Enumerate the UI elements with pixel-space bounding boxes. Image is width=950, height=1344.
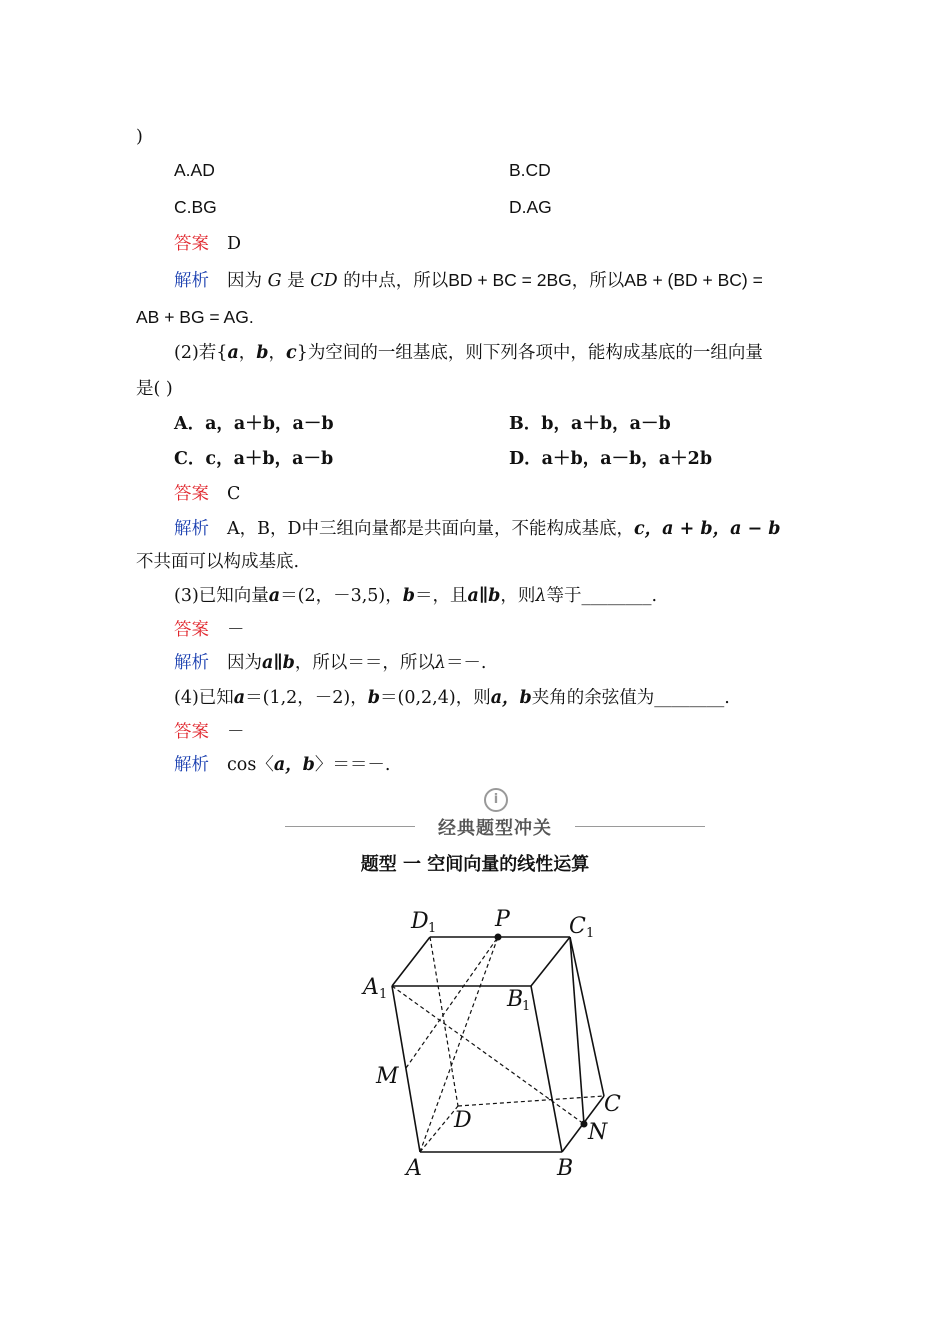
q1-option-c: C.BG xyxy=(174,197,217,217)
label-b1-sub: 1 xyxy=(522,999,531,1014)
q3-stem-prefix: (3)已知向量 xyxy=(174,586,269,606)
q3-answer: － xyxy=(227,620,245,640)
q1-analysis-text2: 是 xyxy=(287,271,305,291)
label-c1-sub: 1 xyxy=(586,926,595,941)
q4-stem-prefix: (4)已知 xyxy=(174,688,234,708)
q3-stem-mid: ＝(2，－3,5)， xyxy=(280,586,403,606)
q2-option-c: C．c，a＋b，a－b xyxy=(174,449,334,469)
q2-analysis-vectors: c，a + b，a − b xyxy=(634,519,781,539)
q4-analysis-ab: a，b xyxy=(273,755,315,775)
q3-analysis-mid: ，所以＝＝，所以 xyxy=(294,653,435,673)
label-n: N xyxy=(588,1120,608,1145)
edge-ad xyxy=(420,1106,458,1152)
q1-analysis-line2: AB + BG = AG. xyxy=(136,307,254,327)
q3-stem-end: 等于________. xyxy=(546,586,658,606)
segment-a1n xyxy=(392,986,584,1124)
q3-stem-parallel: a∥b xyxy=(467,586,501,606)
analysis-label: 解析 xyxy=(174,519,209,539)
q2-stem-sep: ， xyxy=(238,343,257,363)
q2-stem-c: c xyxy=(286,343,297,363)
label-a1-sub: 1 xyxy=(379,987,388,1002)
section-heading: 题型 一 空间向量的线性运算 xyxy=(360,854,590,875)
q3-analysis-pre: 因为 xyxy=(227,653,262,673)
q3-analysis-parallel: a∥b xyxy=(262,653,295,673)
q1-option-b: B.CD xyxy=(509,160,551,180)
q2-option-d: D．a＋b，a－b，a＋2b xyxy=(509,449,713,469)
q2-analysis-text: A，B，D中三组向量都是共面向量，不能构成基底， xyxy=(227,519,635,539)
q4-stem-ab: a，b xyxy=(490,688,532,708)
q3-stem-a: a xyxy=(268,586,281,606)
point-n xyxy=(581,1121,588,1128)
edge-cc1 xyxy=(570,937,604,1096)
label-d1: D xyxy=(411,909,429,934)
q1-analysis-text: 因为 xyxy=(227,271,262,291)
analysis-label: 解析 xyxy=(174,271,209,291)
q2-option-b: B．b，a＋b，a－b xyxy=(509,414,671,434)
q2-analysis-line2: 不共面可以构成基底. xyxy=(136,552,300,572)
answer-label: 答案 xyxy=(174,484,209,504)
label-p: P xyxy=(495,907,510,932)
edge-a1d1 xyxy=(392,937,430,986)
q2-option-a: A．a，a＋b，a－b xyxy=(174,414,334,434)
q1-analysis-text3: 的中点，所以BD + BC = 2BG，所以AB + (BD + BC) = xyxy=(343,270,763,290)
info-icon: i xyxy=(484,788,508,812)
label-d1-sub: 1 xyxy=(428,921,437,936)
label-c1: C xyxy=(569,914,586,939)
q2-stem-line2: 是( ) xyxy=(136,379,173,399)
q3-stem-b: b xyxy=(402,586,416,606)
q4-stem-mid: ＝(1,2，－2)， xyxy=(245,688,368,708)
q3-analysis-lambda: λ xyxy=(434,653,446,673)
q1-option-a: A.AD xyxy=(174,160,215,180)
q1-answer: D xyxy=(227,234,242,254)
banner-title: 经典题型冲关 xyxy=(438,818,552,839)
edge-c1b1 xyxy=(531,937,570,986)
label-b1: B xyxy=(507,987,524,1012)
label-b: B xyxy=(557,1156,574,1181)
analysis-label: 解析 xyxy=(174,653,209,673)
segment-c1n xyxy=(570,937,584,1124)
q1-tail: ) xyxy=(136,127,143,147)
q1-option-d: D.AG xyxy=(509,197,552,217)
q3-stem-mid: ，则 xyxy=(500,586,536,606)
edge-dd1 xyxy=(430,937,458,1106)
q3-stem-mid: ＝，且 xyxy=(415,586,468,606)
answer-label: 答案 xyxy=(174,234,209,254)
q2-stem-rest: }为空间的一组基底，则下列各项中，能构成基底的一组向量 xyxy=(296,343,763,363)
q4-answer: － xyxy=(227,722,245,742)
q4-stem-end: 夹角的余弦值为________. xyxy=(531,688,730,708)
edge-bb1 xyxy=(531,986,562,1152)
q2-stem-a: a xyxy=(227,343,239,363)
q1-analysis-g: G xyxy=(267,271,282,291)
answer-label: 答案 xyxy=(174,722,209,742)
point-p xyxy=(495,934,502,941)
q4-stem-b: b xyxy=(367,688,381,708)
analysis-label: 解析 xyxy=(174,755,209,775)
q1-analysis-cd: CD xyxy=(310,271,338,291)
segment-mp xyxy=(406,937,498,1068)
q4-stem-mid: ＝(0,2,4)，则 xyxy=(380,688,491,708)
label-c: C xyxy=(604,1092,621,1117)
label-m: M xyxy=(376,1064,399,1089)
q4-stem-a: a xyxy=(233,688,246,708)
answer-label: 答案 xyxy=(174,620,209,640)
label-a: A xyxy=(406,1156,422,1181)
q2-stem-prefix: (2)若{ xyxy=(174,343,228,363)
q3-analysis-end: ＝－. xyxy=(445,653,487,673)
q2-answer: C xyxy=(227,484,241,504)
q4-analysis-end: 〉＝＝－. xyxy=(314,755,391,775)
q4-analysis-pre: cos〈 xyxy=(227,755,274,775)
q2-stem-b: b xyxy=(256,343,269,363)
label-a1: A xyxy=(363,975,379,1000)
label-d: D xyxy=(454,1108,472,1133)
q3-stem-lambda: λ xyxy=(535,586,547,606)
q2-stem-sep: ， xyxy=(268,343,287,363)
